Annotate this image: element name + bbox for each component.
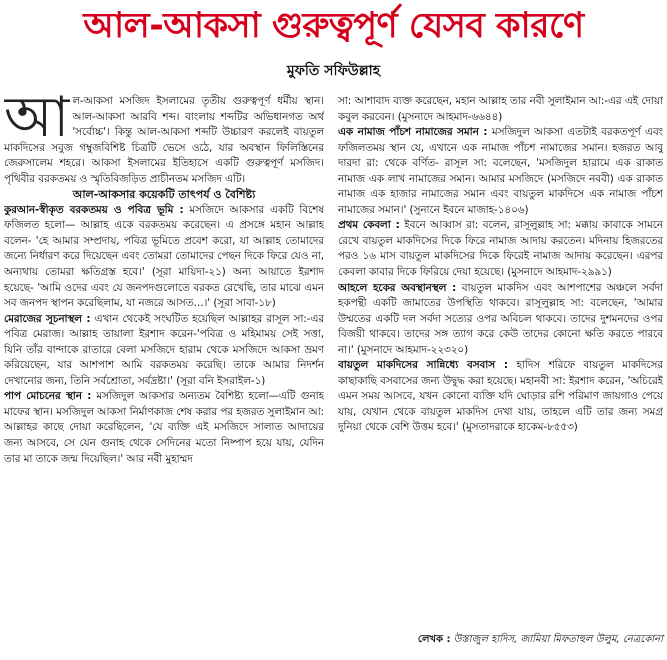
section-heading: বায়তুল মাকদিসের সান্নিধ্যে বসবাস : bbox=[338, 359, 508, 372]
headline: আল-আকসা গুরুত্বপূর্ণ যেসব কারণে bbox=[83, 6, 584, 46]
section-heading: কুরআন-স্বীকৃত বরকতময় ও পবিত্র ভূমি : bbox=[4, 203, 184, 216]
section-heading: প্রথম কেবলা : bbox=[338, 219, 400, 232]
section-text: মসজিদুল আকসার অন্যতম বৈশিষ্ট্য হলো—এটি গুনাহ মাফের স্থান। মসজিদুল আকসা নির্মাণকাজ শেষ করার পর হজরত সুলাইমান আ: আল্লাহর কাছে দোয়া করেছিলেন, 'যে ব্যক্তি এই মসজিদে সালাত আদায়ের জন্য আসবে, সে যেন গুনাহ থেকে সেদিনের মতো নিষ্পাপ হয়ে যায়, যেদিন তার মা তাকে জন্ম দিয়েছিল।' আর নবী মুহাম্মদ bbox=[4, 390, 324, 465]
section-paragraph bbox=[338, 125, 663, 218]
section-text: এখান থেকেই সংঘটিত হয়েছিল আল্লাহর রাসূল সা:-এর পবিত্র মেরাজ। আল্লাহ তায়ালা ইরশাদ করেন-'পবিত্র ও মহিমাময় সেই সত্তা, যিনি তাঁর বান্দাকে রাতারে বেলা মসজিদে হারাম থেকে মসজিদে আকসা ভ্রমণ করিয়েছেন, যার আশপাশ আমি বরকতময় করেছি। তাকে আমার নিদর্শন দেখানোর জন্য, তিনি সর্বশ্রোতা, সর্বদ্রষ্টা।' (সূরা বনি ইসরাইল-১) bbox=[4, 312, 324, 387]
section-heading: মেরাজের সূচনাস্থল : bbox=[4, 312, 91, 325]
section-paragraph bbox=[4, 203, 324, 312]
section-paragraph bbox=[4, 389, 324, 467]
section-title: আল-আকসার কয়েকটি তাৎপর্য ও বৈশিষ্ট্য bbox=[72, 188, 256, 202]
author-note-label: লেখক : bbox=[417, 634, 451, 645]
continuation-paragraph: সা: আশাবাদ ব্যক্ত করেছেন, মহান আল্লাহ তার নবী সুলাইমান আ:-এর এই দোয়া কবুল করবেন। (মুসনাদে আহমাদ-৬৬৪৪) bbox=[338, 95, 663, 123]
author-note-text: উস্তাজুল হাদিস, জামিয়া মিফতাহুল উলুম, নেত্রকোনা bbox=[450, 634, 663, 645]
section-paragraph bbox=[338, 358, 663, 436]
section-text: বায়তুল মাকদিস এবং আশপাশের অঞ্চলে সর্বদা হকপন্থী একটি জামাতের উপস্থিতি থাকবে। রাসূলুল্লাহ সা: বলেছেন, 'আমার উম্মতের একটি দল সর্বদা সত্যের ওপর অবিচল থাকবে। তাদের দুশমনদের ওপর বিজয়ী থাকবে। তাদের সঙ্গ ত্যাগ করে কেউ তাদের কোনো ক্ষতি করতে পারবে না।' (মুসনাদে আহমাদ-২২৩২০) bbox=[338, 281, 663, 356]
section-text: মসজিদুল আকসা এতটাই বরকতপূর্ণ এবং ফজিলতময় স্থান যে, এখানে এক নামাজ পাঁচশ নামাজের সমান। হজরত আবু দারদা রা: থেকে বর্ণিত- রাসূল সা: বলেছেন, 'মসজিদুল হারামে এক রাকাত নামাজ এক লাখ নামাজের সমান। আমার মসজিদে (মসজিদে নববী) এক রাকাত নামাজ এক হাজার নামাজের সমান এবং বায়তুল মাকদিসে এক নামাজ পাঁচশ নামাজের সমান।' (সুনানে ইবনে মাজাহ-১৪০৬) bbox=[338, 126, 663, 216]
right-column bbox=[338, 94, 663, 650]
section-paragraph bbox=[4, 312, 324, 390]
section-paragraph bbox=[338, 218, 663, 280]
intro-text: ল-আকসা মসজিদ ইসলামের তৃতীয় গুরুত্বপূর্ণ ধর্মীয় স্থান। আল-আকসা আরবি শব্দ। বাংলায় শব্দটির অভিধানগত অর্থ 'সর্বোচ্চ'। কিন্তু আল-আকসা শব্দটি উচ্চারণ করলেই বায়তুল মাকদিসের সবুজ গম্বুজবিশিষ্ট চিত্রটি ভেসে ওঠে, যার অবস্থান ফিলিস্তিনের জেরুসালেম শহরে। আকসা ইসলামের ইতিহাসে একটি গুরুত্বপূর্ণ মসজিদ। পৃথিবীর বরকতময় ও স্মৃতিবিজড়িত প্রাচীনতম মসজিদ এটি। bbox=[4, 95, 324, 185]
section-paragraph bbox=[338, 281, 663, 359]
author-note bbox=[338, 632, 663, 648]
intro-paragraph bbox=[4, 94, 324, 187]
section-text: হাদিস শরিফে বায়তুল মাকদিসের কাছাকাছি বসবাসের জন্য উদ্বুদ্ধ করা হয়েছে। মহানবী সা: ইরশাদ করেন, 'অচিরেই এমন সময় আসবে, যখন কোনো ব্যক্তি যদি ঘোড়ার রশি পরিমাণ জায়গাও পেয়ে যায়, যেখান থেকে বায়তুল মাকদিস দেখা যায়, তাহলে এটি তার জন্য সমগ্র দুনিয়া থেকে বেশি উত্তম হবে।' (মুসতাদরাকে হাকেম-৮৫৫৩) bbox=[338, 359, 663, 434]
section-text: মসজিদে আকসার একটি বিশেষ ফজিলত হলো— আল্লাহ একে বরকতময় করেছেন। এ প্রসঙ্গে মহান আল্লাহ বলেন- 'হে আমার সম্প্রদায়, পবিত্র ভূমিতে প্রবেশ করো, যা আল্লাহ তোমাদের জন্যে নির্ধারণ করে দিয়েছেন এবং তোমরা তোমাদের পেছন দিকে ফিরে যেও না, অন্যথায় তোমরা ক্ষতিগ্রস্ত হবে।' (সূরা মায়িদা-২১) অন্য আয়াতে ইরশাদ হয়েছে- 'আমি ওদের এবং যে জনপদগুলোতে বরকত রেখেছি, তার মাঝে এমন সব জনপদ স্থাপন করেছিলাম, যা নজরে আসত…।' (সূরা সাবা-১৮) bbox=[4, 203, 324, 310]
section-heading: আহলে হকের অবস্থানস্থল : bbox=[338, 281, 457, 294]
section-heading: পাপ মোচনের স্থান : bbox=[4, 390, 92, 403]
section-text: ইবনে আব্বাস রা: বলেন, রাসূলুল্লাহ সা: মক্কায় কাবাকে সামনে রেখে বায়তুল মাকদিসের দিকে ফিরে নামাজ আদায় করতেন। মদিনায় হিজরতের পরও ১৬ মাস বায়তুল মাকদিসের দিকে ফিরেই নামাজ আদায় করেছেন। এরপর কেবলা কাবার দিকে ফিরিয়ে দেয়া হয়েছে। (মুসনাদে আহমাদ-২৯৯১) bbox=[338, 219, 663, 279]
section-heading: এক নামাজ পাঁচশ নামাজের সমান : bbox=[338, 126, 488, 139]
dropcap: আ bbox=[4, 94, 70, 150]
byline: মুফতি সফিউল্লাহ bbox=[286, 63, 381, 79]
left-column bbox=[4, 94, 324, 650]
